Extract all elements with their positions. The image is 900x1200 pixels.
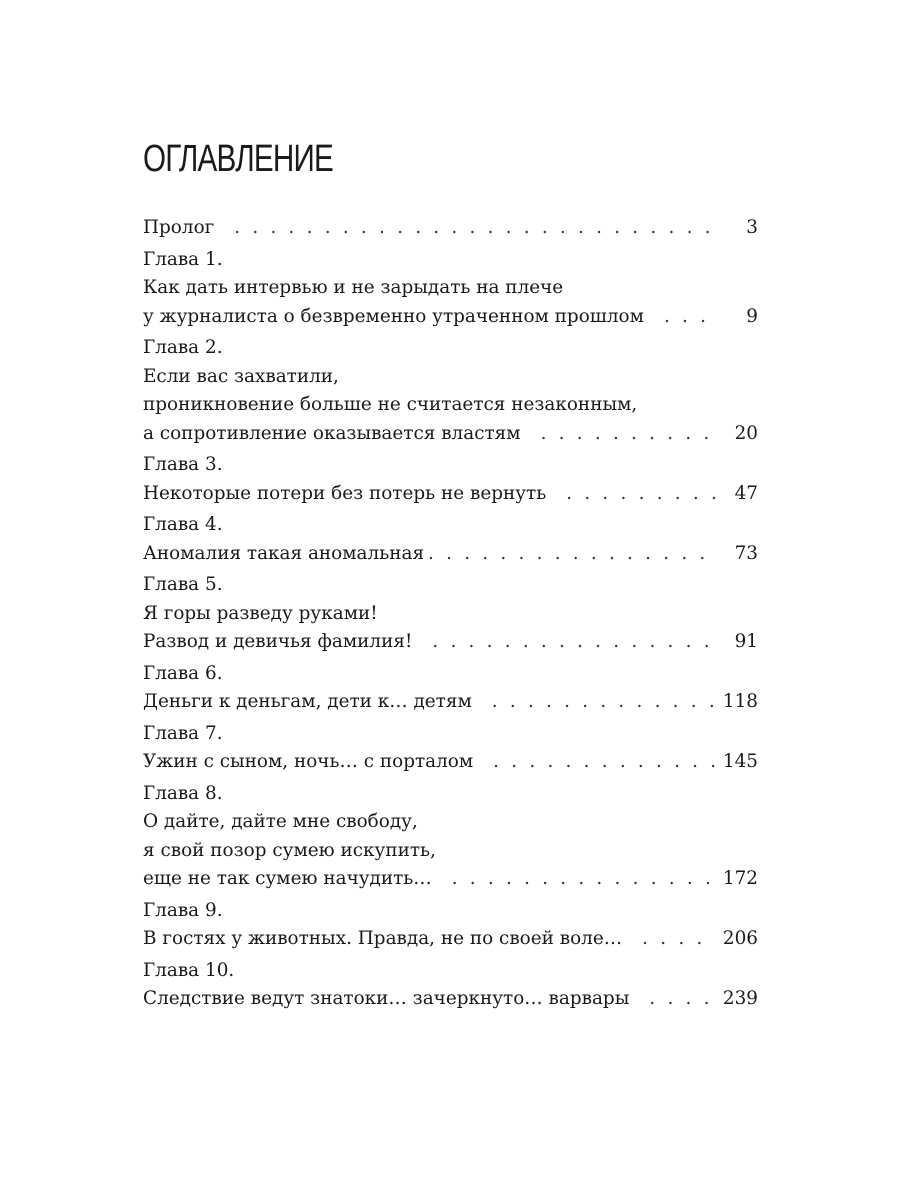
dot-leader bbox=[432, 628, 718, 657]
page-number: 20 bbox=[734, 422, 758, 444]
dot-leader bbox=[664, 303, 718, 332]
entry-title: Следствие ведут знатоки… зачеркнуто… варвары bbox=[143, 988, 630, 1009]
toc-entry-chapter-10 bbox=[143, 957, 758, 1014]
entry-title-line: Я горы разведу руками! bbox=[143, 602, 378, 624]
toc-line bbox=[143, 480, 758, 509]
chapter-label: Глава 2. bbox=[143, 337, 223, 358]
toc-entry-prologue bbox=[143, 214, 758, 243]
page-number: 172 bbox=[722, 868, 758, 889]
toc-entry-chapter-2 bbox=[143, 334, 758, 448]
toc-line bbox=[143, 628, 758, 657]
toc-entry-chapter-5 bbox=[143, 571, 758, 657]
page-number: 206 bbox=[722, 928, 758, 949]
page-number: 9 bbox=[746, 305, 758, 327]
page-number: 73 bbox=[734, 542, 758, 564]
chapter-label: Глава 4. bbox=[143, 514, 223, 535]
chapter-label: Глава 1. bbox=[143, 248, 223, 270]
entry-title-line: проникновение больше не считается незаконным, bbox=[143, 394, 638, 415]
toc-entry-chapter-6 bbox=[143, 660, 758, 717]
toc-line bbox=[143, 688, 758, 717]
dot-leader bbox=[649, 985, 715, 1014]
entry-title: Некоторые потери без потерь не вернуть bbox=[143, 482, 547, 504]
entry-title-line: я свой позор сумею искупить, bbox=[143, 839, 436, 861]
dot-leader bbox=[234, 214, 718, 243]
dot-leader bbox=[541, 420, 718, 449]
toc-line bbox=[143, 748, 758, 777]
entry-title: у журналиста о безвременно утраченном прошлом bbox=[143, 305, 644, 327]
toc-entry-chapter-9 bbox=[143, 897, 758, 954]
page-title: ОГЛАВЛЕНИЕ bbox=[143, 138, 334, 180]
toc-entry-chapter-8 bbox=[143, 780, 758, 894]
entry-title: а сопротивление оказывается властям bbox=[143, 422, 521, 444]
chapter-label: Глава 5. bbox=[143, 574, 223, 595]
entry-title: Деньги к деньгам, дети к… детям bbox=[143, 691, 472, 712]
chapter-label: Глава 3. bbox=[143, 454, 223, 475]
toc-entry-chapter-7 bbox=[143, 720, 758, 777]
chapter-label: Глава 7. bbox=[143, 722, 223, 744]
entry-title-line: Как дать интервью и не зарыдать на плече bbox=[143, 277, 564, 298]
chapter-label: Глава 8. bbox=[143, 782, 223, 804]
dot-leader bbox=[642, 925, 715, 954]
toc-entry-chapter-4 bbox=[143, 511, 758, 568]
toc-line bbox=[143, 303, 758, 332]
page-number: 3 bbox=[746, 217, 758, 238]
page-number: 118 bbox=[722, 691, 758, 712]
page-number: 239 bbox=[722, 988, 758, 1009]
entry-title: Пролог bbox=[143, 217, 215, 238]
toc-line bbox=[143, 420, 758, 449]
toc-line bbox=[143, 540, 758, 569]
dot-leader bbox=[566, 480, 718, 509]
dot-leader bbox=[493, 748, 715, 777]
toc-line bbox=[143, 865, 758, 894]
dot-leader bbox=[492, 688, 715, 717]
entry-title: В гостях у животных. Правда, не по своей воле… bbox=[143, 928, 623, 949]
entry-title-line: Если вас захватили, bbox=[143, 365, 339, 387]
page-number: 91 bbox=[734, 631, 758, 652]
chapter-label: Глава 6. bbox=[143, 662, 223, 684]
entry-title: еще не так сумею начудить… bbox=[143, 868, 432, 889]
chapter-label: Глава 9. bbox=[143, 899, 223, 921]
entry-title: Аномалия такая аномальная bbox=[143, 542, 425, 564]
toc-line bbox=[143, 925, 758, 954]
dot-leader bbox=[452, 865, 715, 894]
table-of-contents bbox=[143, 214, 758, 1017]
entry-title: Развод и девичья фамилия! bbox=[143, 631, 413, 652]
chapter-label: Глава 10. bbox=[143, 959, 235, 981]
toc-line bbox=[143, 214, 758, 243]
dot-leader bbox=[428, 540, 718, 569]
toc-entry-chapter-1 bbox=[143, 246, 758, 332]
toc-line bbox=[143, 985, 758, 1014]
page-number: 47 bbox=[734, 482, 758, 504]
page-number: 145 bbox=[722, 751, 758, 772]
entry-title-line: О дайте, дайте мне свободу, bbox=[143, 811, 418, 832]
entry-title: Ужин с сыном, ночь… с порталом bbox=[143, 751, 474, 772]
toc-entry-chapter-3 bbox=[143, 451, 758, 508]
